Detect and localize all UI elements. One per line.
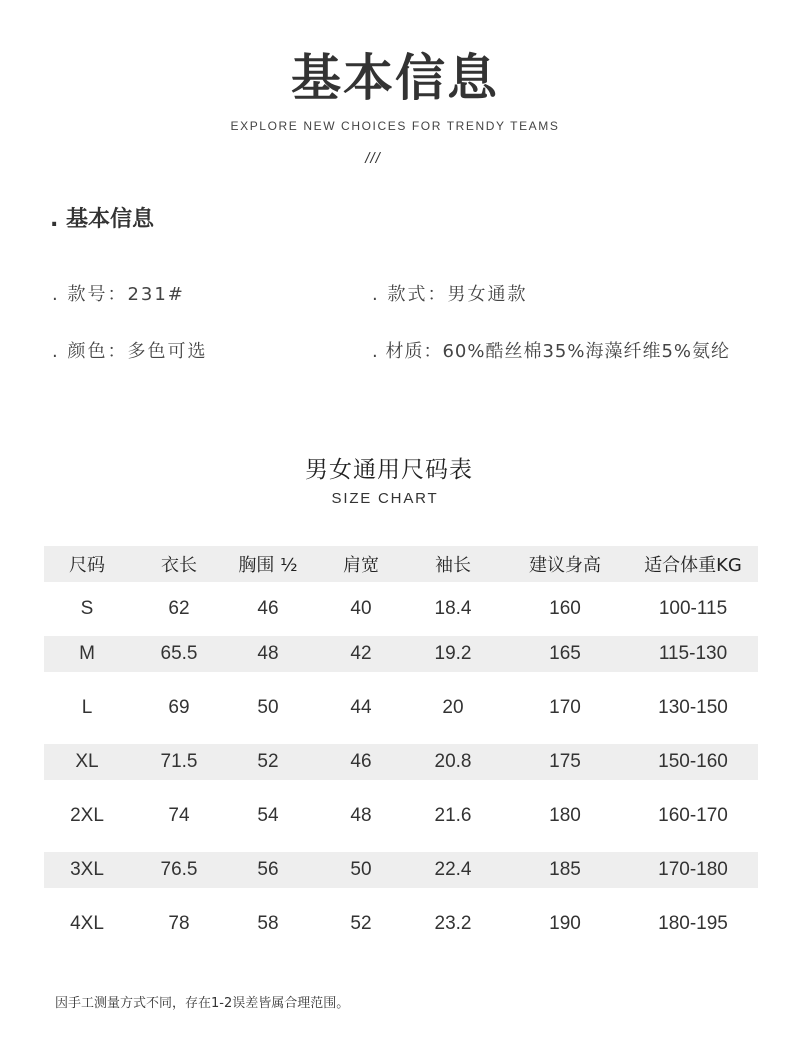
- header-length: 衣长: [161, 555, 197, 576]
- cell-chest: 46: [257, 598, 279, 619]
- cell-size: S: [80, 598, 94, 619]
- cell-chest: 58: [257, 913, 279, 934]
- section-heading-basic-info: . 基本信息: [50, 207, 155, 232]
- header-chest: 胸围 ½: [238, 555, 298, 576]
- table-row: [44, 744, 758, 780]
- cell-weight: 160-170: [658, 805, 728, 826]
- cell-height: 170: [549, 697, 581, 718]
- cell-size: L: [81, 697, 93, 718]
- table-row: [44, 636, 758, 672]
- decorative-slashes: ///: [365, 150, 381, 167]
- cell-length: 78: [168, 913, 190, 934]
- cell-shoulder: 52: [350, 913, 372, 934]
- table-row: [44, 582, 758, 636]
- cell-sleeve: 19.2: [434, 643, 472, 664]
- size-table: [44, 546, 758, 960]
- cell-length: 65.5: [160, 643, 198, 664]
- cell-chest: 54: [257, 805, 279, 826]
- info-material: . 材质：60%酷丝棉35%海藻纤维5%氨纶: [372, 341, 731, 362]
- table-row: [44, 888, 758, 960]
- cell-weight: 170-180: [658, 859, 728, 880]
- info-style-number: . 款号：231#: [52, 284, 185, 305]
- header-sleeve: 袖长: [435, 555, 471, 576]
- table-row: [44, 780, 758, 852]
- cell-shoulder: 40: [350, 598, 372, 619]
- cell-sleeve: 22.4: [434, 859, 472, 880]
- cell-sleeve: 23.2: [434, 913, 472, 934]
- table-row: [44, 852, 758, 888]
- info-style-type: . 款式：男女通款: [372, 284, 528, 305]
- cell-sleeve: 20: [442, 697, 464, 718]
- cell-height: 185: [549, 859, 581, 880]
- cell-weight: 130-150: [658, 697, 728, 718]
- cell-shoulder: 48: [350, 805, 372, 826]
- cell-sleeve: 18.4: [434, 598, 472, 619]
- cell-height: 180: [549, 805, 581, 826]
- page-title: 基本信息: [291, 48, 499, 107]
- cell-size: 2XL: [70, 805, 104, 826]
- cell-length: 69: [168, 697, 190, 718]
- cell-height: 175: [549, 751, 581, 772]
- page-subtitle: EXPLORE NEW CHOICES FOR TRENDY TEAMS: [230, 119, 560, 133]
- cell-length: 74: [168, 805, 190, 826]
- header-weight: 适合体重KG: [644, 555, 742, 576]
- cell-chest: 52: [257, 751, 279, 772]
- cell-length: 76.5: [160, 859, 198, 880]
- header-size: 尺码: [69, 555, 105, 576]
- table-header-row: [44, 546, 758, 582]
- cell-chest: 50: [257, 697, 279, 718]
- cell-size: 4XL: [70, 913, 104, 934]
- cell-chest: 56: [257, 859, 279, 880]
- size-chart-title: 男女通用尺码表: [305, 457, 473, 483]
- cell-shoulder: 42: [350, 643, 372, 664]
- footnote: 因手工测量方式不同，存在1-2误差皆属合理范围。: [55, 996, 350, 1011]
- cell-chest: 48: [257, 643, 279, 664]
- cell-shoulder: 44: [350, 697, 372, 718]
- cell-size: 3XL: [70, 859, 104, 880]
- cell-weight: 150-160: [658, 751, 728, 772]
- table-row: [44, 672, 758, 744]
- cell-height: 190: [549, 913, 581, 934]
- cell-weight: 100-115: [658, 598, 728, 619]
- info-color: . 颜色：多色可选: [52, 341, 208, 362]
- header-height: 建议身高: [529, 555, 601, 576]
- cell-size: XL: [75, 751, 99, 772]
- cell-height: 160: [549, 598, 581, 619]
- size-chart-subtitle: SIZE CHART: [331, 490, 439, 507]
- cell-weight: 115-130: [658, 643, 728, 664]
- cell-weight: 180-195: [658, 913, 728, 934]
- header-shoulder: 肩宽: [343, 555, 379, 576]
- cell-shoulder: 46: [350, 751, 372, 772]
- cell-length: 62: [168, 598, 190, 619]
- cell-shoulder: 50: [350, 859, 372, 880]
- cell-height: 165: [549, 643, 581, 664]
- cell-size: M: [79, 643, 95, 664]
- cell-length: 71.5: [160, 751, 198, 772]
- cell-sleeve: 21.6: [434, 805, 472, 826]
- cell-sleeve: 20.8: [434, 751, 472, 772]
